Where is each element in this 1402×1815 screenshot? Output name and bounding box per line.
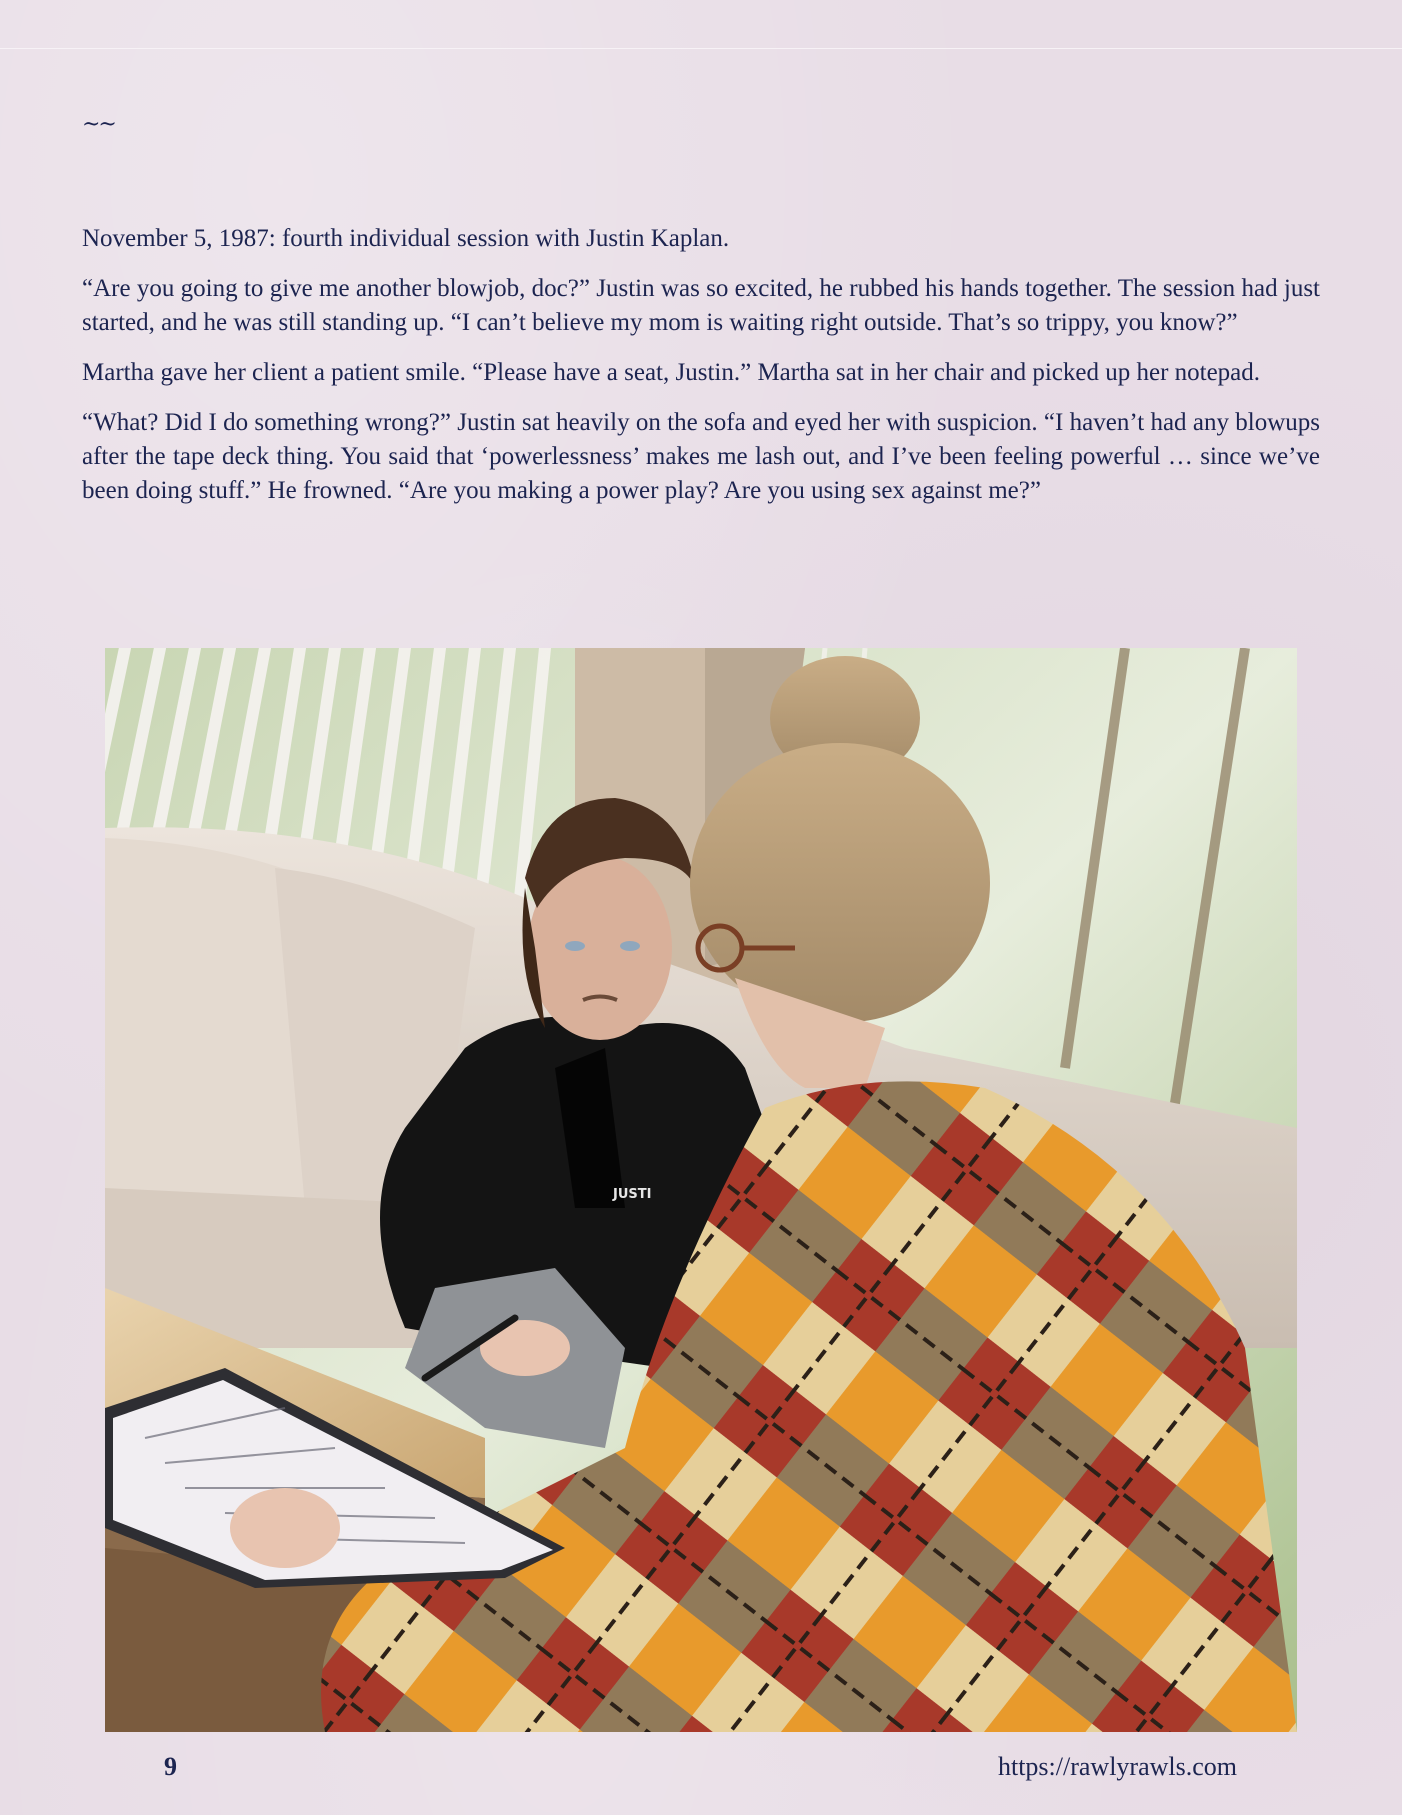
section-separator: ~~ bbox=[82, 112, 115, 137]
session-date-line: November 5, 1987: fourth individual session with Justin Kaplan. bbox=[82, 225, 730, 252]
paragraph-3: “What? Did I do something wrong?” Justin sat heavily on the sofa and eyed her with suspicion. “I haven’t had any blowups after the tape deck thing. You said that ‘powerlessness’ makes me lash out, and I’ve been feeling powerful … since we’ve been doing stuff.” He frowned. “Are you making a power play? Are you using sex against me?” bbox=[82, 409, 1320, 504]
paragraph-1: “Are you going to give me another blowjob, doc?” Justin was so excited, he rubbed his hands together. The session had just started, and he was still standing up. “I can’t believe my mom is waiting right outside. That’s so trippy, you know?” bbox=[82, 275, 1320, 336]
website-link[interactable]: https://rawlyrawls.com bbox=[997, 1752, 1237, 1781]
jacket-text: JUSTI bbox=[613, 1187, 652, 1202]
header-divider bbox=[0, 48, 1402, 49]
story-illustration bbox=[105, 648, 1297, 1732]
page-body bbox=[82, 112, 1320, 508]
illustration-scene bbox=[105, 648, 1297, 1732]
paragraph-2: Martha gave her client a patient smile. “Please have a seat, Justin.” Martha sat in her chair and picked up her notepad. bbox=[82, 359, 1261, 386]
page-number: 9 bbox=[164, 1752, 177, 1781]
